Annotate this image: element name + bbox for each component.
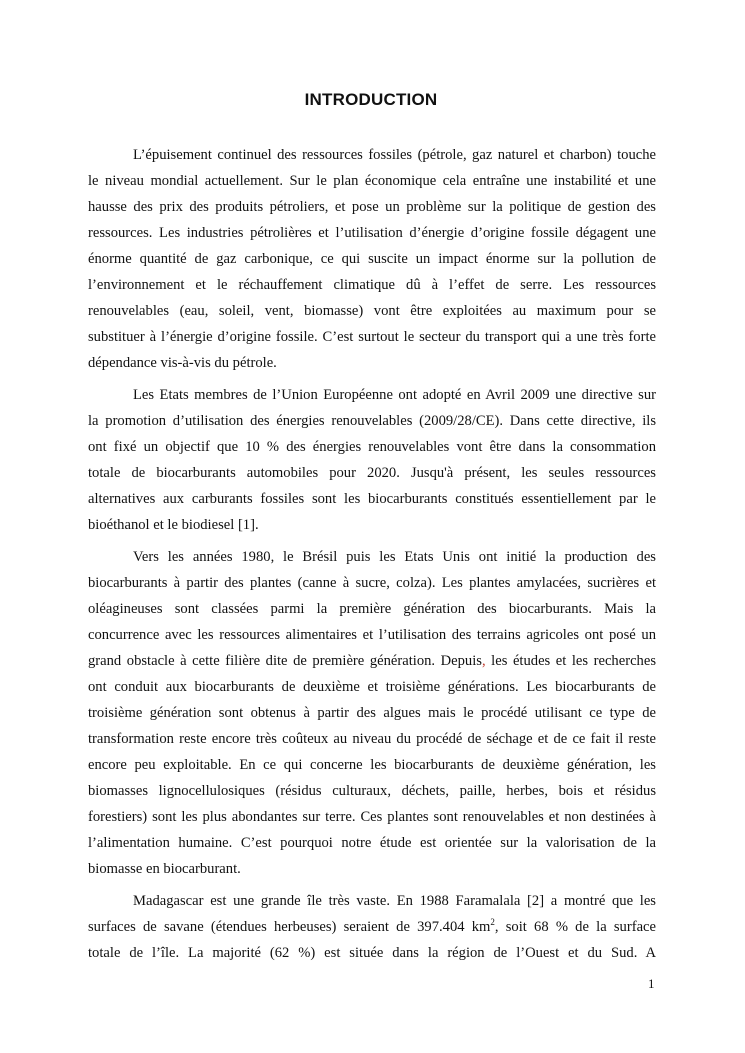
document-body: [88, 142, 656, 972]
text-line: hausse des prix des produits pétroliers, et pose un problème sur la politique de gestion des: [88, 199, 656, 215]
text-line: [88, 648, 656, 674]
text-line: oléagineuses sont classées parmi la première génération des biocarburants. Mais la: [88, 601, 656, 617]
text-line: Vers les années 1980, le Brésil puis les Etats Unis ont initié la production des: [133, 549, 656, 565]
text-line: totale de biocarburants automobiles pour 2020. Jusqu'à présent, les seules ressources: [88, 465, 656, 481]
text-line: l’environnement et le réchauffement climatique dû à l’effet de serre. Les ressources: [88, 277, 656, 293]
text-segment: les études et les recherches: [485, 653, 656, 669]
text-line: forestiers) sont les plus abondantes sur terre. Ces plantes sont renouvelables et non destinées à: [88, 809, 656, 825]
text-line: la promotion d’utilisation des énergies renouvelables (2009/28/CE). Dans cette directive, ils: [88, 413, 656, 429]
text-line: ont conduit aux biocarburants de deuxième et troisième générations. Les biocarburants de: [88, 679, 656, 695]
text-line: biocarburants à partir des plantes (canne à sucre, colza). Les plantes amylacées, sucrières et: [88, 575, 656, 591]
text-line: le niveau mondial actuellement. Sur le plan économique cela entraîne une instabilité et une: [88, 173, 656, 189]
text-line: alternatives aux carburants fossiles sont les biocarburants constitués essentiellement par le: [88, 491, 656, 507]
text-line: concurrence avec les ressources alimentaires et l’utilisation des terrains agricoles ont posé un: [88, 627, 656, 643]
text-segment: , soit 68 % de la surface: [494, 919, 656, 935]
paragraph: [88, 544, 656, 882]
highlighted-punctuation: ,: [481, 653, 486, 669]
text-line: troisième génération sont obtenus à partir des algues mais le procédé utilisant ce type de: [88, 705, 656, 721]
superscript: 2: [490, 917, 495, 927]
text-line: ressources. Les industries pétrolières et l’utilisation d’énergie d’origine fossile dégagent une: [88, 225, 656, 241]
text-line: dépendance vis-à-vis du pétrole.: [88, 355, 277, 371]
text-line: encore peu exploitable. En ce qui concerne les biocarburants de deuxième génération, les: [88, 757, 656, 773]
text-line: renouvelables (eau, soleil, vent, biomasse) vont être exploitées au maximum pour se: [88, 303, 656, 319]
text-line: substituer à l’énergie d’origine fossile. C’est surtout le secteur du transport qui a une très forte: [88, 329, 656, 345]
paragraph: [88, 888, 656, 966]
text-line: biomasses lignocellulosiques (résidus culturaux, déchets, paille, herbes, bois et résidus: [88, 783, 656, 799]
text-line: L’épuisement continuel des ressources fossiles (pétrole, gaz naturel et charbon) touche: [133, 147, 656, 163]
text-line: l’alimentation humaine. C’est pourquoi notre étude est orientée sur la valorisation de la: [88, 835, 656, 851]
text-segment: grand obstacle à cette filière dite de première génération. Depuis: [88, 653, 482, 669]
text-line: [88, 914, 656, 940]
text-line: Les Etats membres de l’Union Européenne ont adopté en Avril 2009 une directive sur: [133, 387, 656, 403]
text-line: Madagascar est une grande île très vaste. En 1988 Faramalala [2] a montré que les: [133, 893, 656, 909]
text-line: transformation reste encore très coûteux au niveau du procédé de séchage et de ce fait il reste: [88, 731, 656, 747]
text-line: totale de l’île. La majorité (62 %) est située dans la région de l’Ouest et du Sud. A: [88, 945, 656, 961]
text-line: énorme quantité de gaz carbonique, ce qui suscite un impact énorme sur la pollution de: [88, 251, 656, 267]
text-line: ont fixé un objectif que 10 % des énergies renouvelables vont être dans la consommation: [88, 439, 656, 455]
paragraph: [88, 382, 656, 538]
page-title: INTRODUCTION: [304, 90, 438, 109]
page-number: 1: [648, 976, 655, 991]
text-segment: surfaces de savane (étendues herbeuses) seraient de 397.404 km: [88, 919, 491, 935]
paragraph: [88, 142, 656, 376]
text-line: bioéthanol et le biodiesel [1].: [88, 517, 259, 533]
text-line: biomasse en biocarburant.: [88, 861, 241, 877]
